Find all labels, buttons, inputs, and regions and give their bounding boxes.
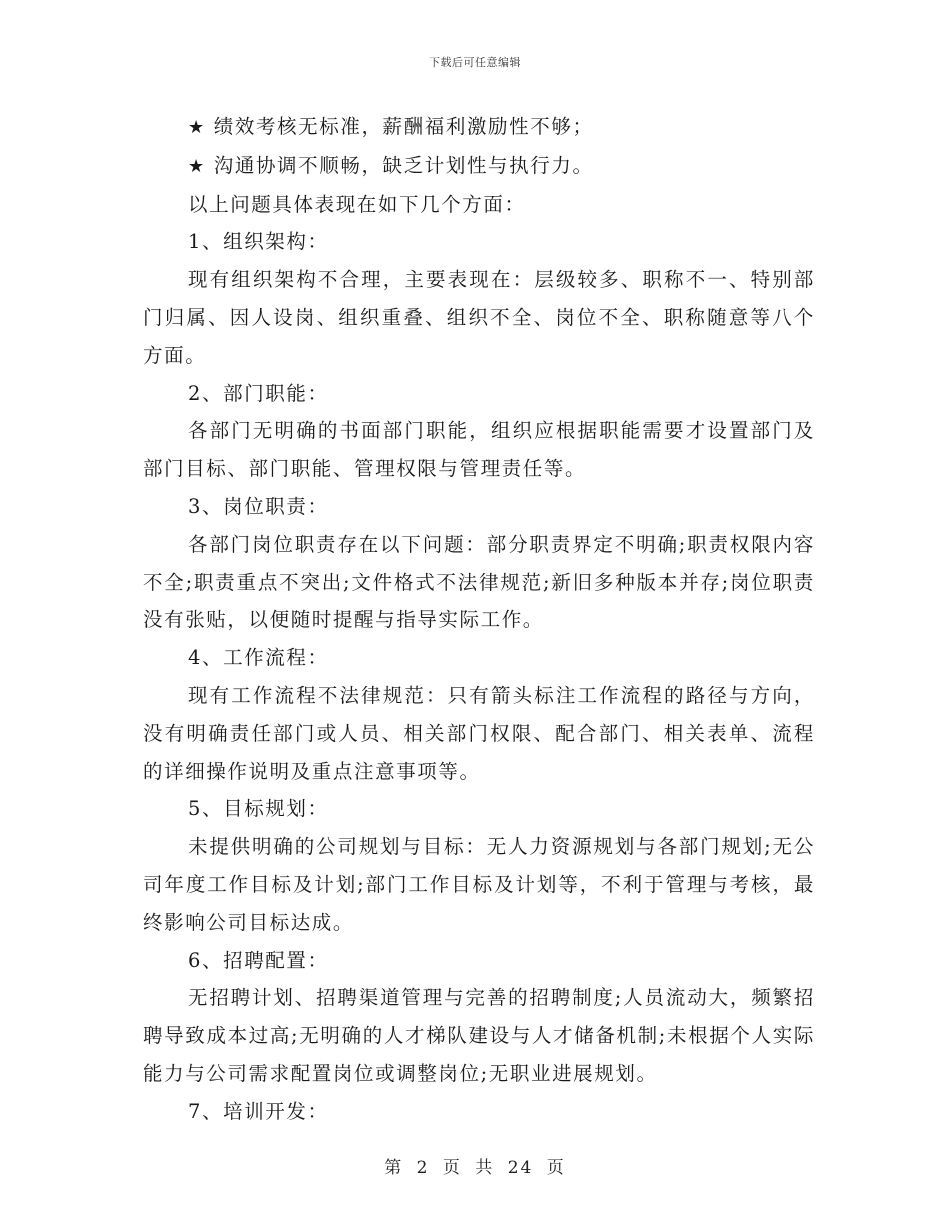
section-heading: 3、岗位职责： xyxy=(188,494,329,518)
document-body xyxy=(143,108,815,1131)
section-heading: 6、招聘配置： xyxy=(188,948,329,972)
section-heading: 7、培训开发： xyxy=(188,1099,329,1123)
star-icon: ★ xyxy=(188,155,206,177)
bullet-item xyxy=(143,147,815,186)
section-heading: 5、目标规划： xyxy=(188,797,329,821)
section-body: 现有组织架构不合理，主要表现在：层级较多、职称不一、特别部门归属、因人设岗、组织重叠、组织不全、岗位不全、职称随意等八个方面。 xyxy=(143,268,815,367)
intro-paragraph: 以上问题具体表现在如下几个方面： xyxy=(188,192,526,216)
section-heading: 4、工作流程： xyxy=(188,646,329,670)
section-body: 现有工作流程不法律规范：只有箭头标注工作流程的路径与方向，没有明确责任部门或人员、相关部门权限、配合部门、相关表单、流程的详细操作说明及重点注意事项等。 xyxy=(143,683,815,783)
section-body: 未提供明确的公司规划与目标：无人力资源规划与各部门规划;无公司年度工作目标及计划;部门工作目标及计划等，不利于管理与考核，最终影响公司目标达成。 xyxy=(143,835,815,934)
bullet-text: 绩效考核无标准，薪酬福利激励性不够； xyxy=(213,115,594,138)
star-icon: ★ xyxy=(188,117,206,138)
header-note: 下载后可任意编辑 xyxy=(429,56,521,69)
section-heading: 2、部门职能： xyxy=(188,381,329,405)
section-body: 各部门无明确的书面部门职能，组织应根据职能需要才设置部门及部门目标、部门职能、管理权限与管理责任等。 xyxy=(143,419,815,481)
section-heading: 1、组织架构： xyxy=(188,230,329,254)
bullet-text: 沟通协调不顺畅，缺乏计划性与执行力。 xyxy=(213,153,594,177)
page-number-footer: 第 2 页 共 24 页 xyxy=(384,1158,566,1178)
section-body: 各部门岗位职责存在以下问题：部分职责界定不明确;职责权限内容不全;职责重点不突出;文件格式不法律规范;新旧多种版本并存;岗位职责没有张贴，以便随时提醒与指导实际工作。 xyxy=(143,532,815,632)
section-body: 无招聘计划、招聘渠道管理与完善的招聘制度;人员流动大，频繁招聘导致成本过高;无明确的人才梯队建设与人才储备机制;未根据个人实际能力与公司需求配置岗位或调整岗位;无职业进展规划。 xyxy=(143,986,815,1085)
bullet-item xyxy=(143,108,815,147)
